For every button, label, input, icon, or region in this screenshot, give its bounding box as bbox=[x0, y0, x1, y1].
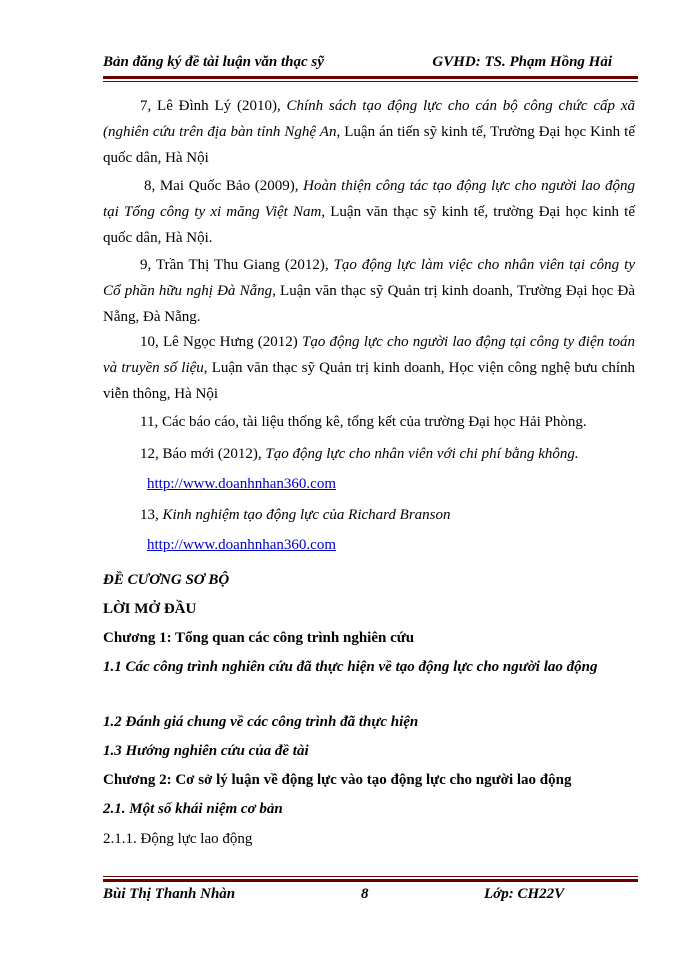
page-header bbox=[103, 52, 620, 74]
section-2-1-1-heading: 2.1.1. Động lực lao động bbox=[103, 831, 253, 847]
section-2-1-heading: 2.1. Một số khái niệm cơ bản bbox=[103, 801, 283, 817]
footer-class: Lớp: CH22V bbox=[484, 886, 565, 902]
reference-10: 10, Lê Ngọc Hưng (2012) Tạo động lực cho người lao động tại công ty điện toán và truyền số liệu, Luận văn thạc sỹ Quản trị kinh doanh, Học viện công nghệ bưu chính viễn thông, Hà Nội bbox=[103, 334, 635, 402]
footer-page-number: 8 bbox=[361, 886, 369, 902]
reference-8: 8, Mai Quốc Bảo (2009), Hoàn thiện công tác tạo động lực cho người lao động tại Tổng công ty xi măng Việt Nam, Luận văn thạc sỹ kinh tế, trường Đại học kinh tế quốc dân, Hà Nội. bbox=[103, 178, 635, 246]
header-advisor: GVHD: TS. Phạm Hồng Hải bbox=[432, 54, 612, 70]
reference-11: 11, Các báo cáo, tài liệu thống kê, tổng kết của trường Đại học Hải Phòng. bbox=[140, 414, 587, 430]
reference-7: 7, Lê Đình Lý (2010), Chính sách tạo động lực cho cán bộ công chức cấp xã (nghiên cứu trên địa bàn tỉnh Nghệ An, Luận án tiến sỹ kinh tế, Trường Đại học Kinh tế quốc dân, Hà Nội bbox=[103, 98, 635, 166]
section-1-3-heading: 1.3 Hướng nghiên cứu của đề tài bbox=[103, 743, 309, 759]
reference-13: 13, Kinh nghiệm tạo động lực của Richard Branson bbox=[140, 507, 451, 523]
reference-link-2[interactable]: http://www.doanhnhan360.com bbox=[147, 537, 337, 553]
chapter-2-heading: Chương 2: Cơ sở lý luận về động lực vào tạo động lực cho người lao động bbox=[103, 772, 572, 788]
footer-rule-thick bbox=[103, 879, 638, 882]
intro-heading: LỜI MỞ ĐẦU bbox=[103, 601, 197, 617]
section-1-2-heading: 1.2 Đánh giá chung về các công trình đã thực hiện bbox=[103, 714, 419, 730]
reference-link-1[interactable]: http://www.doanhnhan360.com bbox=[147, 476, 337, 492]
outline-title: ĐỀ CƯƠNG SƠ BỘ bbox=[103, 572, 230, 588]
page-footer bbox=[103, 884, 638, 906]
header-rule-thick bbox=[103, 76, 638, 79]
header-rule-thin bbox=[103, 81, 638, 82]
section-1-1-heading: 1.1 Các công trình nghiên cứu đã thực hiện về tạo động lực cho người lao động bbox=[103, 659, 598, 675]
footer-rule-thin bbox=[103, 876, 638, 877]
chapter-1-heading: Chương 1: Tổng quan các công trình nghiên cứu bbox=[103, 630, 415, 646]
footer-author: Bùi Thị Thanh Nhàn bbox=[103, 886, 236, 902]
reference-12: 12, Báo mới (2012), Tạo động lực cho nhân viên với chi phí bằng không. bbox=[140, 446, 579, 462]
reference-9: 9, Trần Thị Thu Giang (2012), Tạo động lực làm việc cho nhân viên tại công ty Cổ phần hữu nghị Đà Nẵng, Luận văn thạc sỹ Quản trị kinh doanh, Trường Đại học Đà Nẵng, Đà Nẵng. bbox=[103, 257, 636, 325]
header-document-title: Bản đăng ký đề tài luận văn thạc sỹ bbox=[103, 54, 324, 70]
